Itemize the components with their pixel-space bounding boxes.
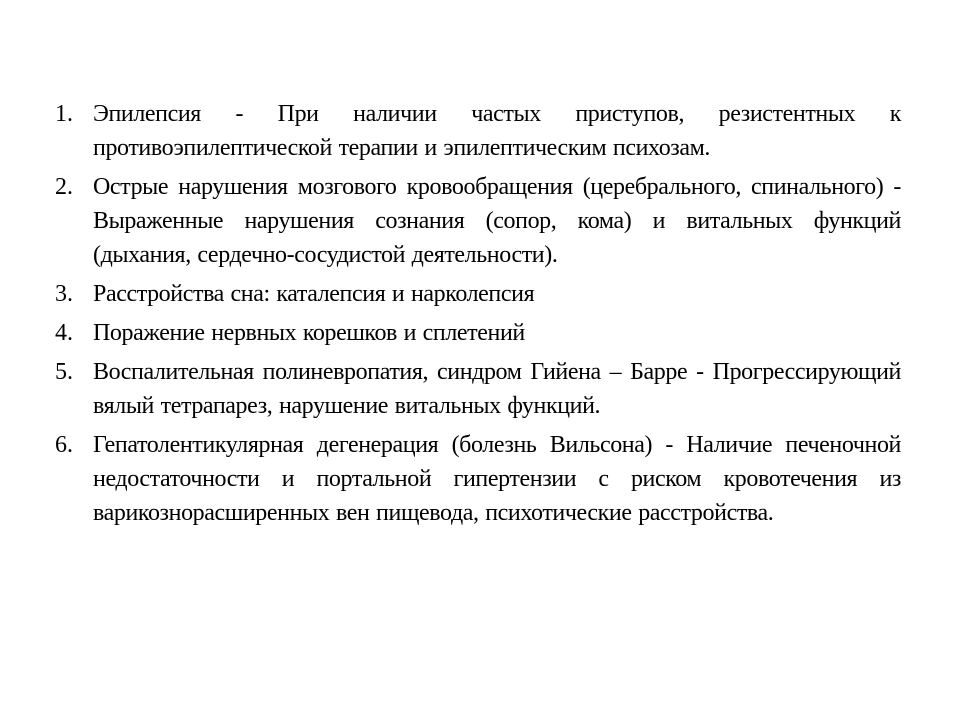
item-text: Острые нарушения мозгового кровообращения (церебрального, спинального) - Выраженные нарушения сознания (сопор, кома) и витальных функций (дыхания, сердечно-сосудистой деятельности). xyxy=(93,174,901,268)
item-number: 2. xyxy=(55,174,73,200)
item-text: Эпилепсия - При наличии частых приступов, резистентных к противоэпилептической терапии и эпилептическим психозам. xyxy=(93,101,901,161)
item-text: Расстройства сна: каталепсия и нарколепсия xyxy=(93,281,535,307)
list-item-wilson-disease xyxy=(55,428,901,530)
item-number: 1. xyxy=(55,101,73,127)
item-text: Гепатолентикулярная дегенерация (болезнь Вильсона) - Наличие печеночной недостаточности и портальной гипертензии с риском кровотечения из варикознорасширенных вен пищевода, психотические расстройства. xyxy=(93,432,901,526)
item-number: 5. xyxy=(55,359,73,385)
numbered-list xyxy=(55,97,901,535)
item-text: Поражение нервных корешков и сплетений xyxy=(93,320,525,346)
list-item-stroke xyxy=(55,170,901,272)
item-number: 3. xyxy=(55,281,73,307)
list-item-epilepsy xyxy=(55,97,901,165)
list-item-sleep-disorders xyxy=(55,277,901,311)
list-item-polyneuropathy xyxy=(55,355,901,423)
item-number: 6. xyxy=(55,432,73,458)
list-item-nerve-roots xyxy=(55,316,901,350)
item-number: 4. xyxy=(55,320,73,346)
item-text: Воспалительная полиневропатия, синдром Гийена – Барре - Прогрессирующий вялый тетрапарез, нарушение витальных функций. xyxy=(93,359,901,419)
